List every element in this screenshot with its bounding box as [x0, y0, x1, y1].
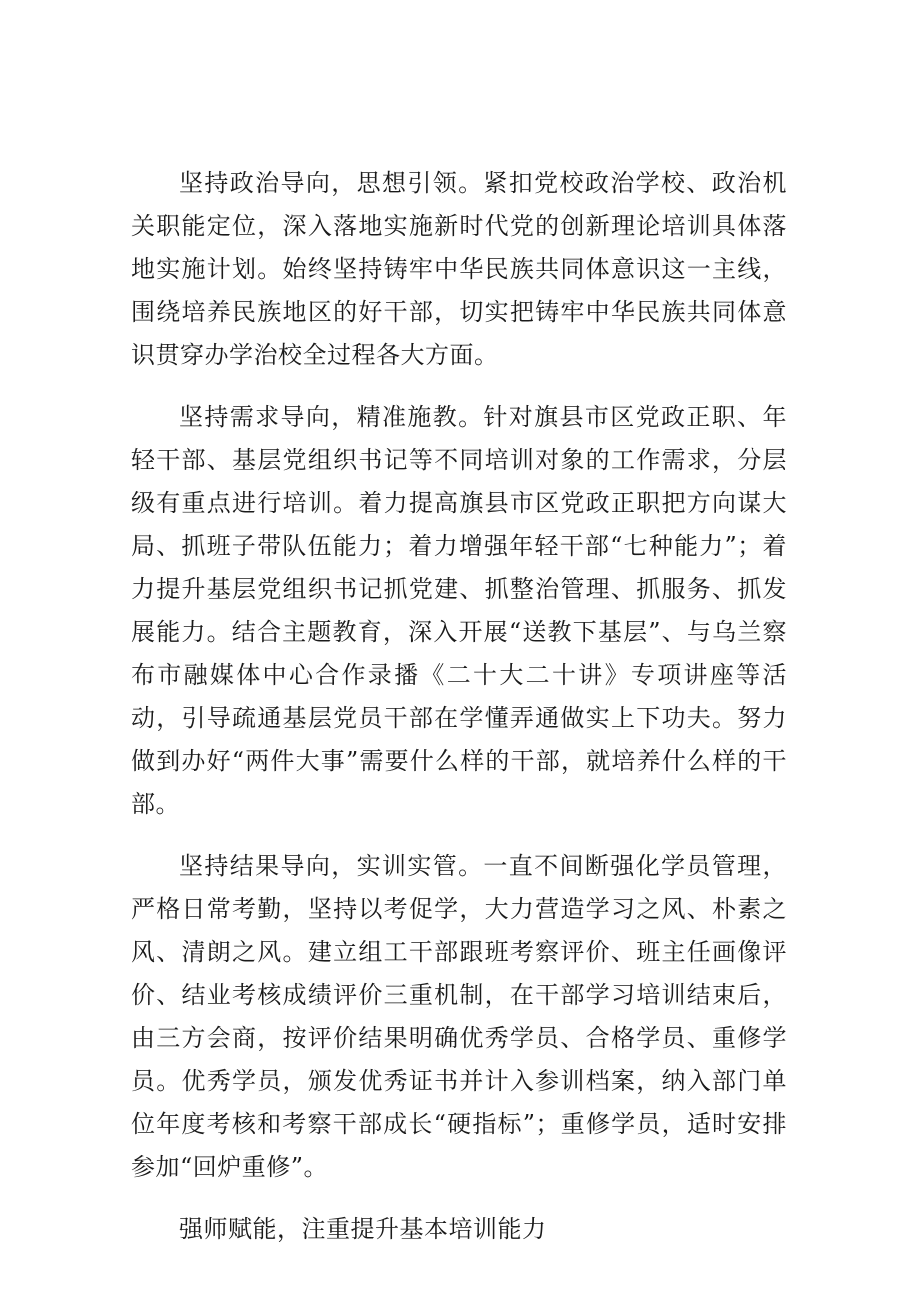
paragraph-result-orientation: 坚持结果导向，实训实管。一直不间断强化学员管理，严格日常考勤，坚持以考促学，大力营造学习之风、朴素之风、清朗之风。建立组工干部跟班考察评价、班主任画像评价、结业考核成绩评价三重机制，在干部学习培训结束后，由三方会商，按评价结果明确优秀学员、合格学员、重修学员。优秀学员，颁发优秀证书并计入参训档案，纳入部门单位年度考核和考察干部成长“硬指标”；重修学员，适时安排参加“回炉重修”。	[131, 852, 787, 1181]
paragraph-political-orientation: 坚持政治导向，思想引领。紧扣党校政治学校、政治机关职能定位，深入落地实施新时代党的创新理论培训具体落地实施计划。始终坚持铸牢中华民族共同体意识这一主线，围绕培养民族地区的好干部，切实把铸牢中华民族共同体意识贯穿办学治校全过程各大方面。	[131, 169, 787, 369]
paragraph-demand-orientation: 坚持需求导向，精准施教。针对旗县市区党政正职、年轻干部、基层党组织书记等不同培训对象的工作需求，分层级有重点进行培训。着力提高旗县市区党政正职把方向谋大局、抓班子带队伍能力；着力增强年轻干部“七种能力”；着力提升基层党组织书记抓党建、抓整治管理、抓服务、抓发展能力。结合主题教育，深入开展“送教下基层”、与乌兰察布市融媒体中心合作录播《二十大二十讲》专项讲座等活动，引导疏通基层党员干部在学懂弄通做实上下功夫。努力做到办好“两件大事”需要什么样的干部，就培养什么样的干部。	[131, 403, 787, 818]
document-body	[131, 162, 787, 1270]
paragraph-teacher-empowerment: 强师赋能，注重提升基本培训能力	[179, 1215, 547, 1243]
